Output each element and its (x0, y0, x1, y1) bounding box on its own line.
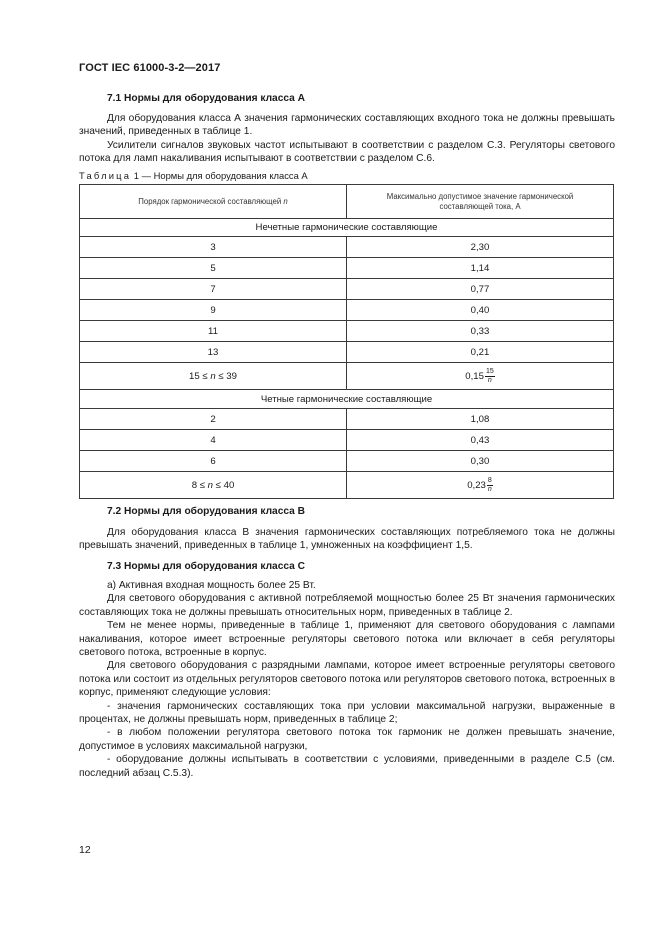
list-item: - оборудование должны испытывать в соответствии с условиями, приведенными в разделе С.5 (см. последний абзац С.5.3). (79, 754, 615, 779)
order-cell: 9 (80, 300, 347, 321)
table-row (80, 409, 614, 430)
col-header-max-value: Максимально допустимое значение гармонической составляющей тока, А (347, 185, 614, 219)
table-row (80, 279, 614, 300)
table-row (80, 237, 614, 258)
table-row (80, 321, 614, 342)
paragraph: Усилители сигналов звуковых частот испытывают в соответствии с разделом С.3. Регуляторы светового потока для ламп накаливания испытывают в соответствии с разделом С.6. (79, 139, 615, 165)
value-cell: 0,43 (347, 430, 614, 451)
value-cell: 0,21 (347, 342, 614, 363)
table-row-range (80, 363, 614, 390)
standard-header: ГОСТ IEC 61000-3-2—2017 (79, 62, 221, 74)
harmonics-table (79, 184, 614, 499)
value-cell: 0,40 (347, 300, 614, 321)
order-cell: 2 (80, 409, 347, 430)
order-cell: 6 (80, 451, 347, 472)
table-caption-label: Таблица (79, 170, 132, 181)
paragraph-a: а) Активная входная мощность более 25 Вт. (107, 580, 316, 591)
section-7-2-body (79, 526, 615, 553)
order-cell: 3 (80, 237, 347, 258)
order-cell: 13 (80, 342, 347, 363)
table-row (80, 342, 614, 363)
page-number: 12 (79, 844, 91, 856)
order-cell: 7 (80, 279, 347, 300)
table-row (80, 430, 614, 451)
table-row (80, 300, 614, 321)
order-cell: 5 (80, 258, 347, 279)
paragraph: Для светового оборудования с разрядными лампами, которое имеет встроенные регуляторы светового потока или состоит из отдельных регуляторов светового потока или регуляторов светового потока, встроенных в корпус, применяют следующие условия: (79, 660, 616, 699)
paragraph: Тем не менее нормы, приведенные в таблице 1, применяют для светового оборудования с лампами накаливания, которое имеет встроенные регуляторы светового потока или включает в себя регуляторы светового потока, встроенные в корпус. (79, 620, 615, 659)
section-7-2-heading: 7.2 Нормы для оборудования класса В (107, 506, 306, 517)
group-row-even (80, 390, 614, 409)
value-cell: 0,77 (347, 279, 614, 300)
fraction: $\frac{15}{n}$ (485, 367, 494, 384)
list-item: - значения гармонических составляющих тока при условии максимальной нагрузки, выраженные в процентах, не должны превышать норм, приведенных в таблице 2; (79, 700, 615, 726)
table-caption-text: 1 — Нормы для оборудования класса А (133, 170, 308, 181)
paragraph: Для оборудования класса В значения гармонических составляющих потребляемого тока не должны превышать значений, приведенных в таблице 1, умноженных на коэффициент 1,5. (79, 527, 615, 552)
table-row (80, 258, 614, 279)
table-row-range (80, 472, 614, 499)
order-range-cell: 15 ≤ n ≤ 39 (80, 363, 347, 390)
table-row (80, 451, 614, 472)
value-cell: 2,30 (347, 237, 614, 258)
group-title-even: Четные гармонические составляющие (80, 390, 614, 409)
paragraph: Для светового оборудования с активной потребляемой мощностью более 25 Вт значения гармонических составляющих тока не должны превышать относительных норм, приведенных в таблице 2. (79, 593, 615, 618)
order-range-cell: 8 ≤ n ≤ 40 (80, 472, 347, 499)
formula-cell: 0,23 $\frac{8}{n}$ (347, 472, 614, 499)
table-caption (79, 170, 308, 181)
order-cell: 4 (80, 430, 347, 451)
table-header-row (80, 185, 614, 219)
fraction: $\frac{8}{n}$ (487, 476, 492, 493)
value-cell: 1,14 (347, 258, 614, 279)
value-cell: 1,08 (347, 409, 614, 430)
list-item: - в любом положении регулятора светового потока ток гармоник не должен превышать значение, допустимое в условиях максимальной нагрузки, (79, 727, 615, 752)
order-cell: 11 (80, 321, 347, 342)
section-7-3-body (79, 579, 615, 780)
section-7-1-heading: 7.1 Нормы для оборудования класса А (107, 93, 306, 104)
value-cell: 0,30 (347, 451, 614, 472)
section-7-3-heading: 7.3 Нормы для оборудования класса С (107, 561, 306, 572)
paragraph: Для оборудования класса А значения гармонических составляющих входного тока не должны превышать значений, приведенных в таблице 1. (79, 113, 615, 138)
section-7-1-body (79, 112, 615, 166)
formula-cell: 0,15 $\frac{15}{n}$ (347, 363, 614, 390)
value-cell: 0,33 (347, 321, 614, 342)
col-header-order: Порядок гармонической составляющей n (80, 185, 347, 219)
group-title-odd: Нечетные гармонические составляющие (80, 219, 614, 237)
group-row-odd (80, 219, 614, 237)
